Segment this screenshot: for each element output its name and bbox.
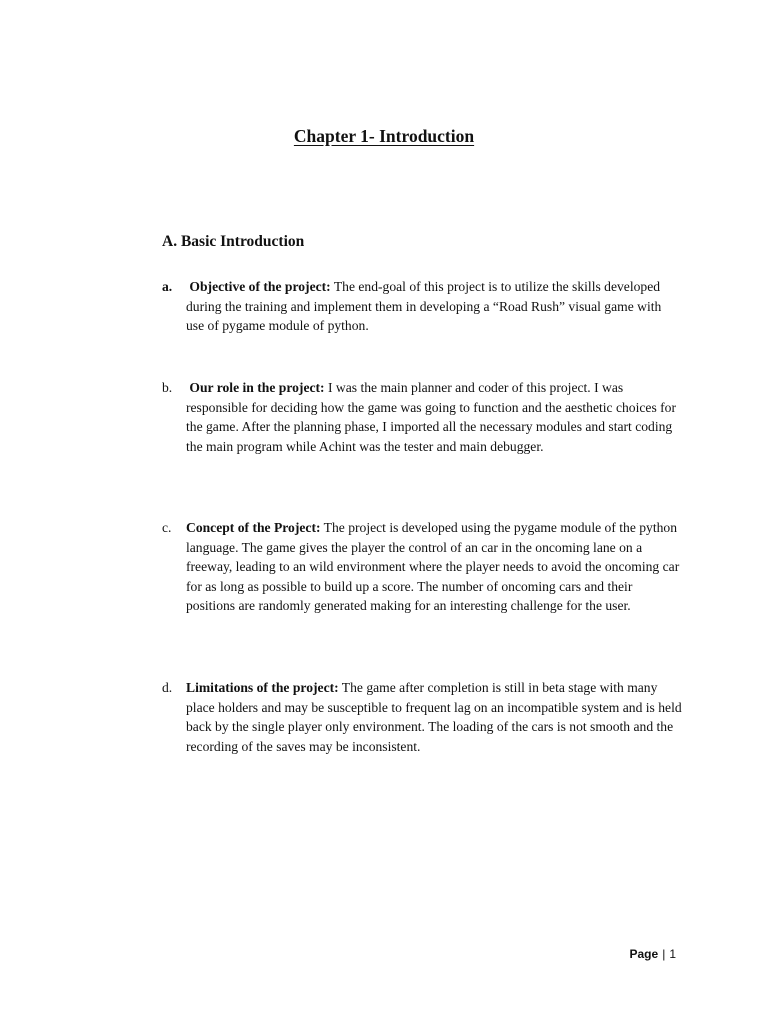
list-marker: c.: [162, 520, 172, 535]
list-item-body: [186, 678, 682, 756]
list-item-body: [186, 277, 682, 336]
list-item-text: The game after completion is still in beta stage with many place holders and may be susceptible to frequent lag on an incompatible system and is held back by the single player only environment. The loading of the cars is not smooth and the recording of the saves may be inconsistent.: [186, 680, 682, 754]
page-footer: [630, 947, 677, 961]
page-separator: |: [662, 947, 666, 961]
list-item-text: I was the main planner and coder of this project. I was responsible for deciding how the game was going to function and the aesthetic choices for the game. After the planning phase, I imported all the necessary modules and start coding the main program while Achint was the tester and main debugger.: [186, 380, 676, 454]
list-marker: b.: [162, 380, 173, 395]
section-heading: A. Basic Introduction: [162, 233, 305, 250]
list-item-role: [162, 378, 682, 456]
list-item-lead: Our role in the project:: [189, 380, 325, 395]
list-item-objective: [162, 277, 682, 336]
list-item-body: [186, 378, 682, 456]
list-marker: a.: [162, 279, 173, 294]
chapter-title: Chapter 1- Introduction: [293, 126, 475, 146]
list-item-text: The project is developed using the pygame module of the python language. The game gives the player the control of an car in the oncoming lane on a freeway, leading to an wild environment where the player needs to avoid the oncoming car for as long as possible to build up a score. The number of oncoming cars and their positions are randomly generated making for an interesting challenge for the user.: [186, 520, 680, 613]
list-marker: d.: [162, 680, 173, 695]
page-number: 1: [669, 947, 676, 961]
page-label: Page: [629, 947, 659, 961]
list-item-concept: [162, 518, 682, 616]
list-item-lead: Objective of the project:: [189, 279, 331, 294]
list-item-text: The end-goal of this project is to utilize the skills developed during the training and implement them in developing a “Road Rush” visual game with use of pygame module of python.: [186, 279, 662, 333]
list-item-limitations: [162, 678, 682, 756]
list-item-lead: Concept of the Project:: [186, 520, 321, 535]
list-item-body: [186, 518, 682, 616]
list-item-lead: Limitations of the project:: [186, 680, 339, 695]
